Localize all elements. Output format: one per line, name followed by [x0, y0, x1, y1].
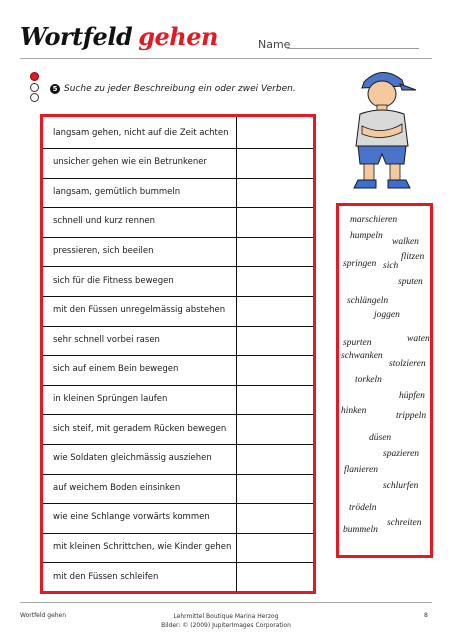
answer-field[interactable] [237, 206, 313, 237]
title-word-wortfeld: Wortfeld [20, 22, 133, 51]
answer-field[interactable] [237, 117, 313, 148]
word-item: trippeln [396, 411, 427, 421]
word-item: walken [392, 237, 419, 247]
page-title [20, 22, 218, 51]
yellow-light-icon [30, 83, 39, 92]
word-item: sputen [398, 277, 423, 287]
answer-field[interactable] [237, 383, 313, 414]
row-description: sich auf einem Bein bewegen [43, 354, 237, 385]
table-row [43, 531, 313, 563]
footer-divider [20, 602, 432, 603]
table-row [43, 265, 313, 297]
answer-field[interactable] [237, 354, 313, 385]
answer-field[interactable] [237, 443, 313, 474]
table-row [43, 561, 313, 592]
answer-field[interactable] [237, 472, 313, 503]
table-row [43, 354, 313, 386]
red-light-icon [30, 72, 39, 81]
word-item: sich [383, 261, 399, 271]
word-item: spurten [343, 338, 372, 348]
row-description: unsicher gehen wie ein Betrunkener [43, 147, 237, 178]
word-item: spazieren [383, 449, 420, 459]
table-row [43, 295, 313, 327]
table-row [43, 206, 313, 238]
word-item: düsen [369, 433, 392, 443]
word-item: joggen [374, 310, 400, 320]
page-number: 8 [424, 612, 428, 619]
row-description: in kleinen Sprüngen laufen [43, 383, 237, 414]
word-item: marschieren [350, 215, 398, 225]
row-description: sehr schnell vorbei rasen [43, 324, 237, 355]
traffic-light-icon [29, 72, 39, 102]
table-row [43, 147, 313, 179]
title-word-gehen: gehen [138, 22, 218, 51]
row-description: sich steif, mit geradem Rücken bewegen [43, 413, 237, 444]
answer-field[interactable] [237, 147, 313, 178]
table-row [43, 324, 313, 356]
row-description: mit den Füssen unregelmässig abstehen [43, 295, 237, 326]
task-instruction: Suche zu jeder Beschreibung ein oder zwei Verben. [64, 84, 296, 94]
header-divider [20, 58, 432, 59]
word-item: trödeln [349, 503, 377, 513]
answer-field[interactable] [237, 265, 313, 296]
row-description: schnell und kurz rennen [43, 206, 237, 237]
row-description: wie eine Schlange vorwärts kommen [43, 502, 237, 533]
word-item: schlängeln [347, 296, 389, 306]
answer-field[interactable] [237, 176, 313, 207]
word-item: springen [343, 259, 377, 269]
answer-field[interactable] [237, 531, 313, 562]
footer-publisher: Lehrmittel Boutique Marina Herzog [173, 613, 279, 620]
word-item: bummeln [343, 525, 378, 535]
name-input-line[interactable] [287, 48, 419, 49]
word-item: humpeln [350, 231, 383, 241]
answer-field[interactable] [237, 295, 313, 326]
answer-field[interactable] [237, 413, 313, 444]
word-item: flitzen [401, 252, 425, 262]
footer-title: Wortfeld gehen [20, 612, 67, 619]
green-light-icon [30, 93, 39, 102]
word-item: flanieren [344, 465, 378, 475]
word-item: schwanken [341, 351, 383, 361]
word-item: schreiten [387, 518, 422, 528]
row-description: pressieren, sich beeilen [43, 235, 237, 266]
table-row [43, 502, 313, 534]
answer-field[interactable] [237, 502, 313, 533]
row-description: langsam gehen, nicht auf die Zeit achten [43, 117, 237, 148]
answer-field[interactable] [237, 324, 313, 355]
name-label: Name [258, 38, 291, 51]
row-description: langsam, gemütlich bummeln [43, 176, 237, 207]
table-row [43, 117, 313, 149]
footer-image-credit: Bilder: © (2009) JupiterImages Corporation [161, 622, 291, 629]
footer-credits [0, 612, 452, 630]
word-item: torkeln [355, 375, 382, 385]
table-row [43, 413, 313, 445]
row-description: sich für die Fitness bewegen [43, 265, 237, 296]
table-row [43, 383, 313, 415]
word-bank [336, 203, 433, 558]
word-item: hinken [341, 406, 367, 416]
exercise-table [40, 114, 316, 594]
answer-field[interactable] [237, 235, 313, 266]
task-number-badge: 5 [50, 84, 60, 94]
table-row [43, 443, 313, 475]
word-item: hüpfen [399, 391, 425, 401]
table-row [43, 176, 313, 208]
word-item: schlurfen [383, 481, 419, 491]
table-row [43, 472, 313, 504]
row-description: mit kleinen Schrittchen, wie Kinder gehen [43, 531, 237, 562]
row-description: wie Soldaten gleichmässig ausziehen [43, 443, 237, 474]
word-item: waten [407, 334, 430, 344]
table-row [43, 235, 313, 267]
word-item: stolzieren [389, 359, 426, 369]
answer-field[interactable] [237, 561, 313, 592]
row-description: auf weichem Boden einsinken [43, 472, 237, 503]
row-description: mit den Füssen schleifen [43, 561, 237, 592]
boy-illustration [336, 64, 428, 192]
